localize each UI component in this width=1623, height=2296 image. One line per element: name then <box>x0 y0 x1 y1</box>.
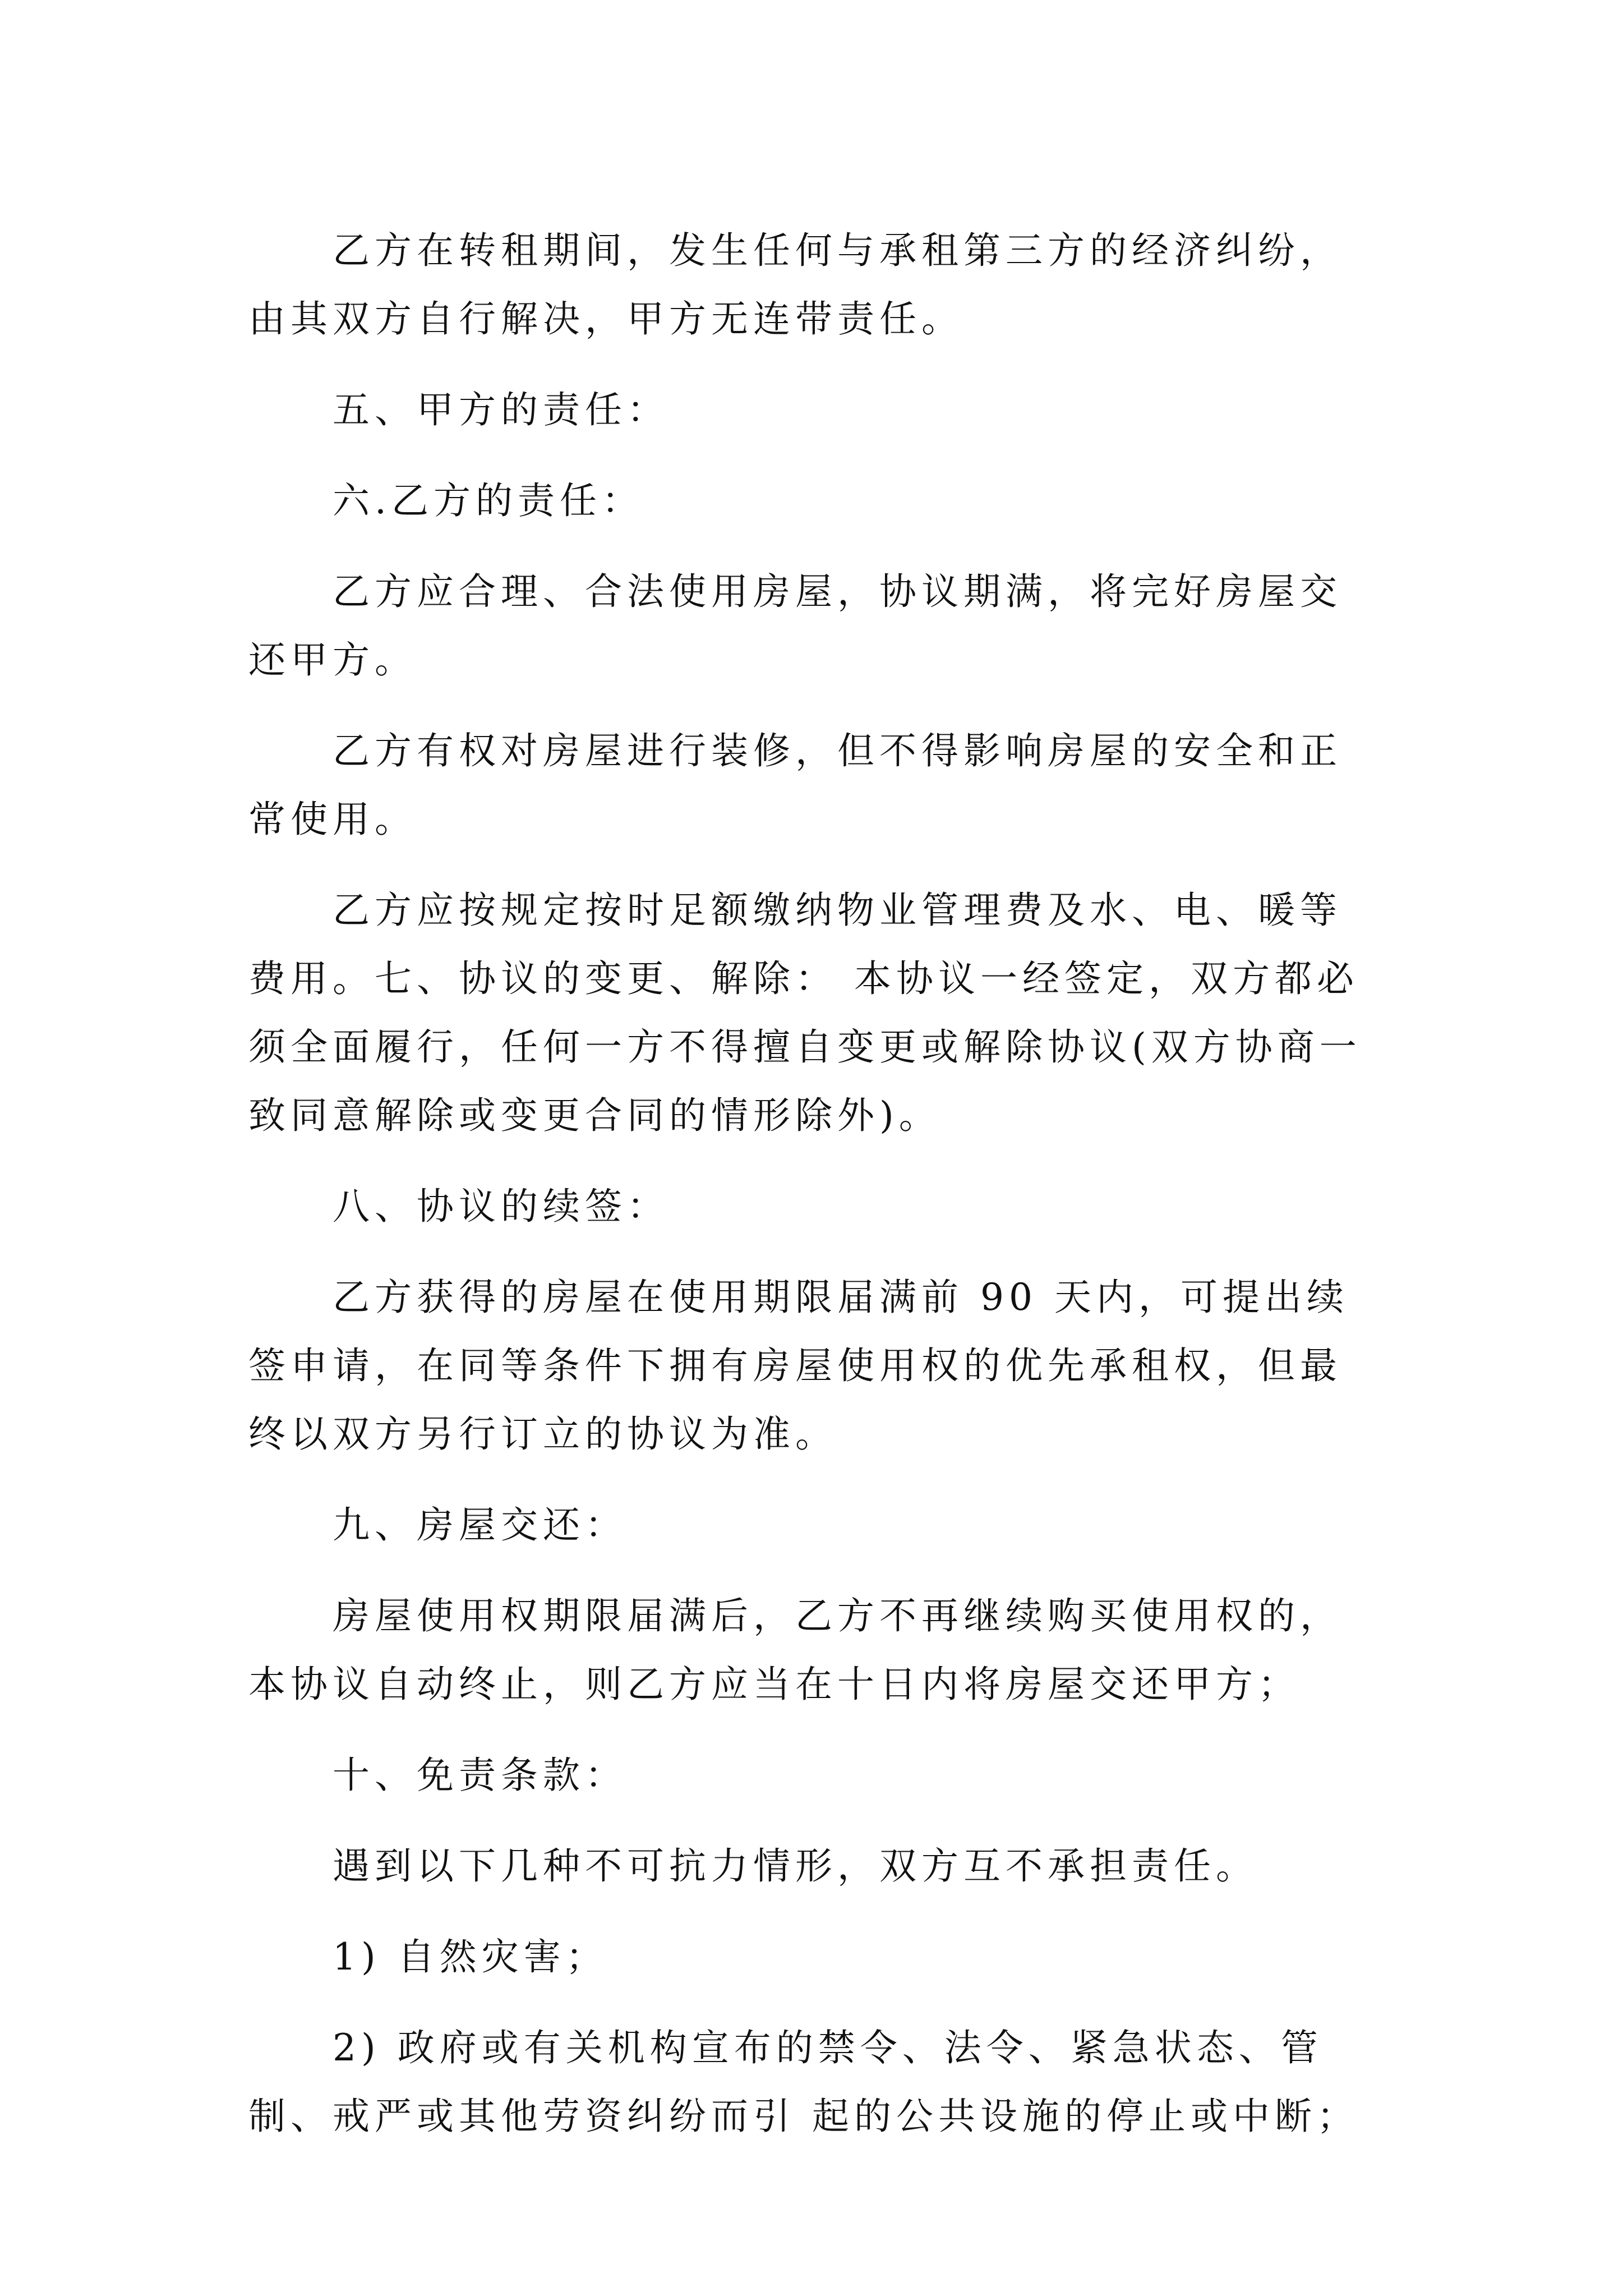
list-item-government-orders: 2) 政府或有关机构宣布的禁令、法令、紧急状态、管制、戒严或其他劳资纠纷而引 起的公共设施的停止或中断； <box>248 2026 1359 2138</box>
heading-return-of-premises: 九、房屋交还： <box>333 1503 627 1547</box>
heading-party-b-responsibility: 六.乙方的责任： <box>333 479 644 522</box>
paragraph-return-terms: 房屋使用权期限届满后，乙方不再继续购买使用权的，本协议自动终止，则乙方应当在十日内将房屋交还甲方； <box>248 1594 1342 1706</box>
heading-renewal: 八、协议的续签： <box>333 1185 669 1228</box>
paragraph-fees-and-changes: 乙方应按规定按时足额缴纳物业管理费及水、电、暖等费用。七、协议的变更、解除： 本协议一经签定，双方都必须全面履行，任何一方不得擅自变更或解除协议(双方协商一致同意解除或变更合同的情形除外)。 <box>248 889 1362 1137</box>
heading-party-a-responsibility: 五、甲方的责任： <box>333 388 669 431</box>
paragraph-force-majeure: 遇到以下几种不可抗力情形，双方互不承担责任。 <box>333 1844 1258 1888</box>
paragraph-lawful-use: 乙方应合理、合法使用房屋，协议期满，将完好房屋交还甲方。 <box>248 570 1342 682</box>
paragraph-renovation: 乙方有权对房屋进行装修，但不得影响房屋的安全和正常使用。 <box>248 729 1342 841</box>
heading-exemption-clause: 十、免责条款： <box>333 1754 627 1797</box>
paragraph-sublease-disputes: 乙方在转租期间，发生任何与承租第三方的经济纠纷，由其双方自行解决，甲方无连带责任。 <box>248 229 1342 341</box>
paragraph-renewal-terms: 乙方获得的房屋在使用期限届满前 90 天内，可提出续签申请，在同等条件下拥有房屋使用权的优先承租权，但最终以双方另行订立的协议为准。 <box>248 1276 1349 1456</box>
list-item-natural-disasters: 1) 自然灾害； <box>333 1935 608 1978</box>
document-body <box>248 217 1381 2173</box>
